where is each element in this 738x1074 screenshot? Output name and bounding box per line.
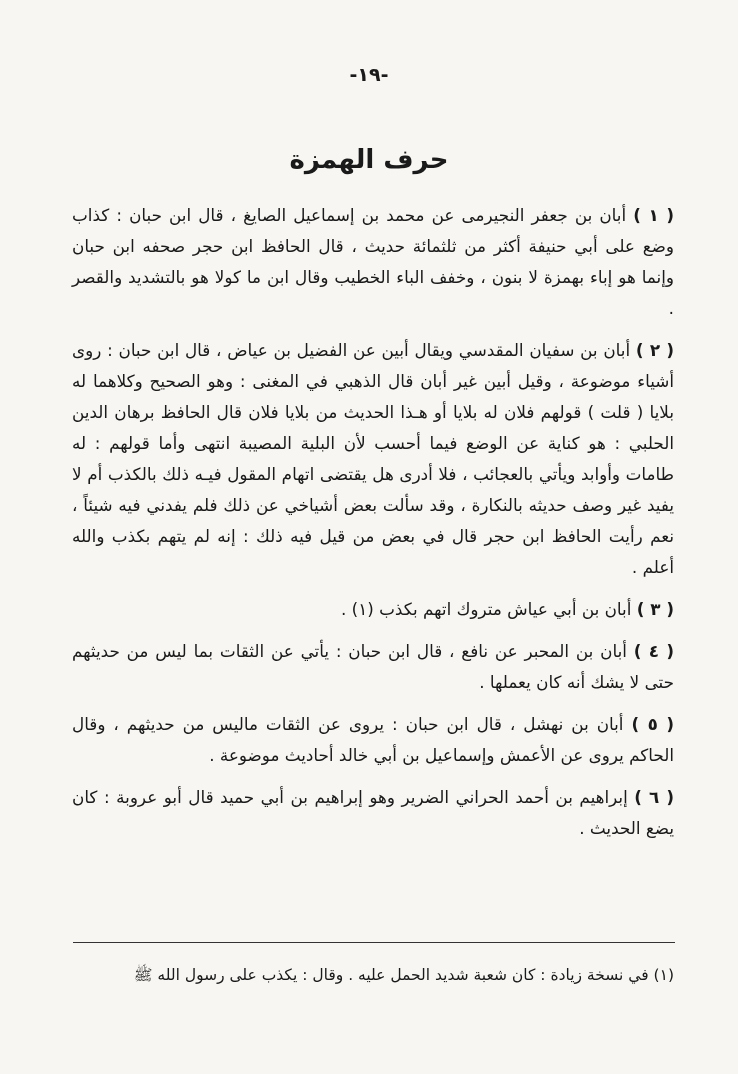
entry-2 — [72, 335, 674, 583]
entry-4 — [72, 636, 674, 698]
entry-1 — [72, 200, 674, 324]
entry-3 — [72, 594, 674, 625]
entry-text: إبراهيم بن أحمد الحراني الضرير وهو إبراهيم بن أبي حميد قال أبو عروبة : كان يضع الحديث . — [72, 787, 674, 838]
entry-text: أبان بن سفيان المقدسي ويقال أبين عن الفضيل بن عياض ، قال ابن حبان : روى أشياء موضوعة ، وقيل أبين غير أبان قال الذهبي في المغنى : وهو الصحيح وكلاهما له بلايا ( قلت ) قولهم فلان له بلايا أو هـذا الحديث من بلايا فلان قال الحافظ برهان الدين الحلبي : هو كناية عن الوضع فيما أحسب لأن البلية المصيبة انتهى وأما قولهم : له طامات وأوابد ويأتي بالعجائب ، فلا أدرى هل يقتضى اتهام المقول فيـه ذلك بالكذب أم لا يفيد غير وصف حديثه بالنكارة ، وقد سألت بعض أشياخي عن ذلك فلم يفدني فيه شيئاً ، نعم رأيت الحافظ ابن حجر قال في بعض من قيل فيه ذلك : إنه لم يتهم بكذب والله أعلم . — [72, 340, 674, 577]
entries-list — [72, 200, 674, 855]
entry-text: أبان بن نهشل ، قال ابن حبان : يروى عن الثقات ماليس من حديثهم ، وقال الحاكم يروى عن الأعمش وإسماعيل بن أبي خالد أحاديث موضوعة . — [72, 714, 674, 765]
entry-text: أبان بن جعفر النجيرمى عن محمد بن إسماعيل الصايغ ، قال ابن حبان : كذاب وضع على أبي حنيفة أكثر من ثلثمائة حديث ، قال الحافظ ابن حجر صحفه ابن حبان وإنما هو إباء بهمزة لا بنون ، وخفف الباء الخطيب وقال ابن ما كولا هو بالتشديد والقصر . — [72, 205, 674, 318]
footnote-divider — [73, 942, 675, 943]
entry-number: ( ٤ ) — [633, 641, 674, 661]
entry-number: ( ٢ ) — [635, 340, 675, 360]
page-number: -١٩- — [349, 64, 389, 86]
entry-number: ( ٣ ) — [636, 599, 674, 619]
entry-6 — [72, 782, 674, 844]
entry-text: أبان بن أبي عياش متروك اتهم بكذب (١) . — [341, 599, 632, 619]
entry-text: أبان بن المحبر عن نافع ، قال ابن حبان : يأتي عن الثقات بما ليس من حديثهم حتى لا يشك أنه كان يعملها . — [72, 641, 674, 692]
entry-number: ( ٥ ) — [631, 714, 675, 734]
entry-number: ( ٦ ) — [634, 787, 675, 807]
section-title: حرف الهمزة — [289, 145, 449, 175]
footnote: (١) في نسخة زيادة : كان شعبة شديد الحمل عليه . وقال : يكذب على رسول الله ﷺ — [133, 966, 674, 984]
entry-5 — [72, 709, 674, 771]
entry-number: ( ١ ) — [633, 205, 674, 225]
